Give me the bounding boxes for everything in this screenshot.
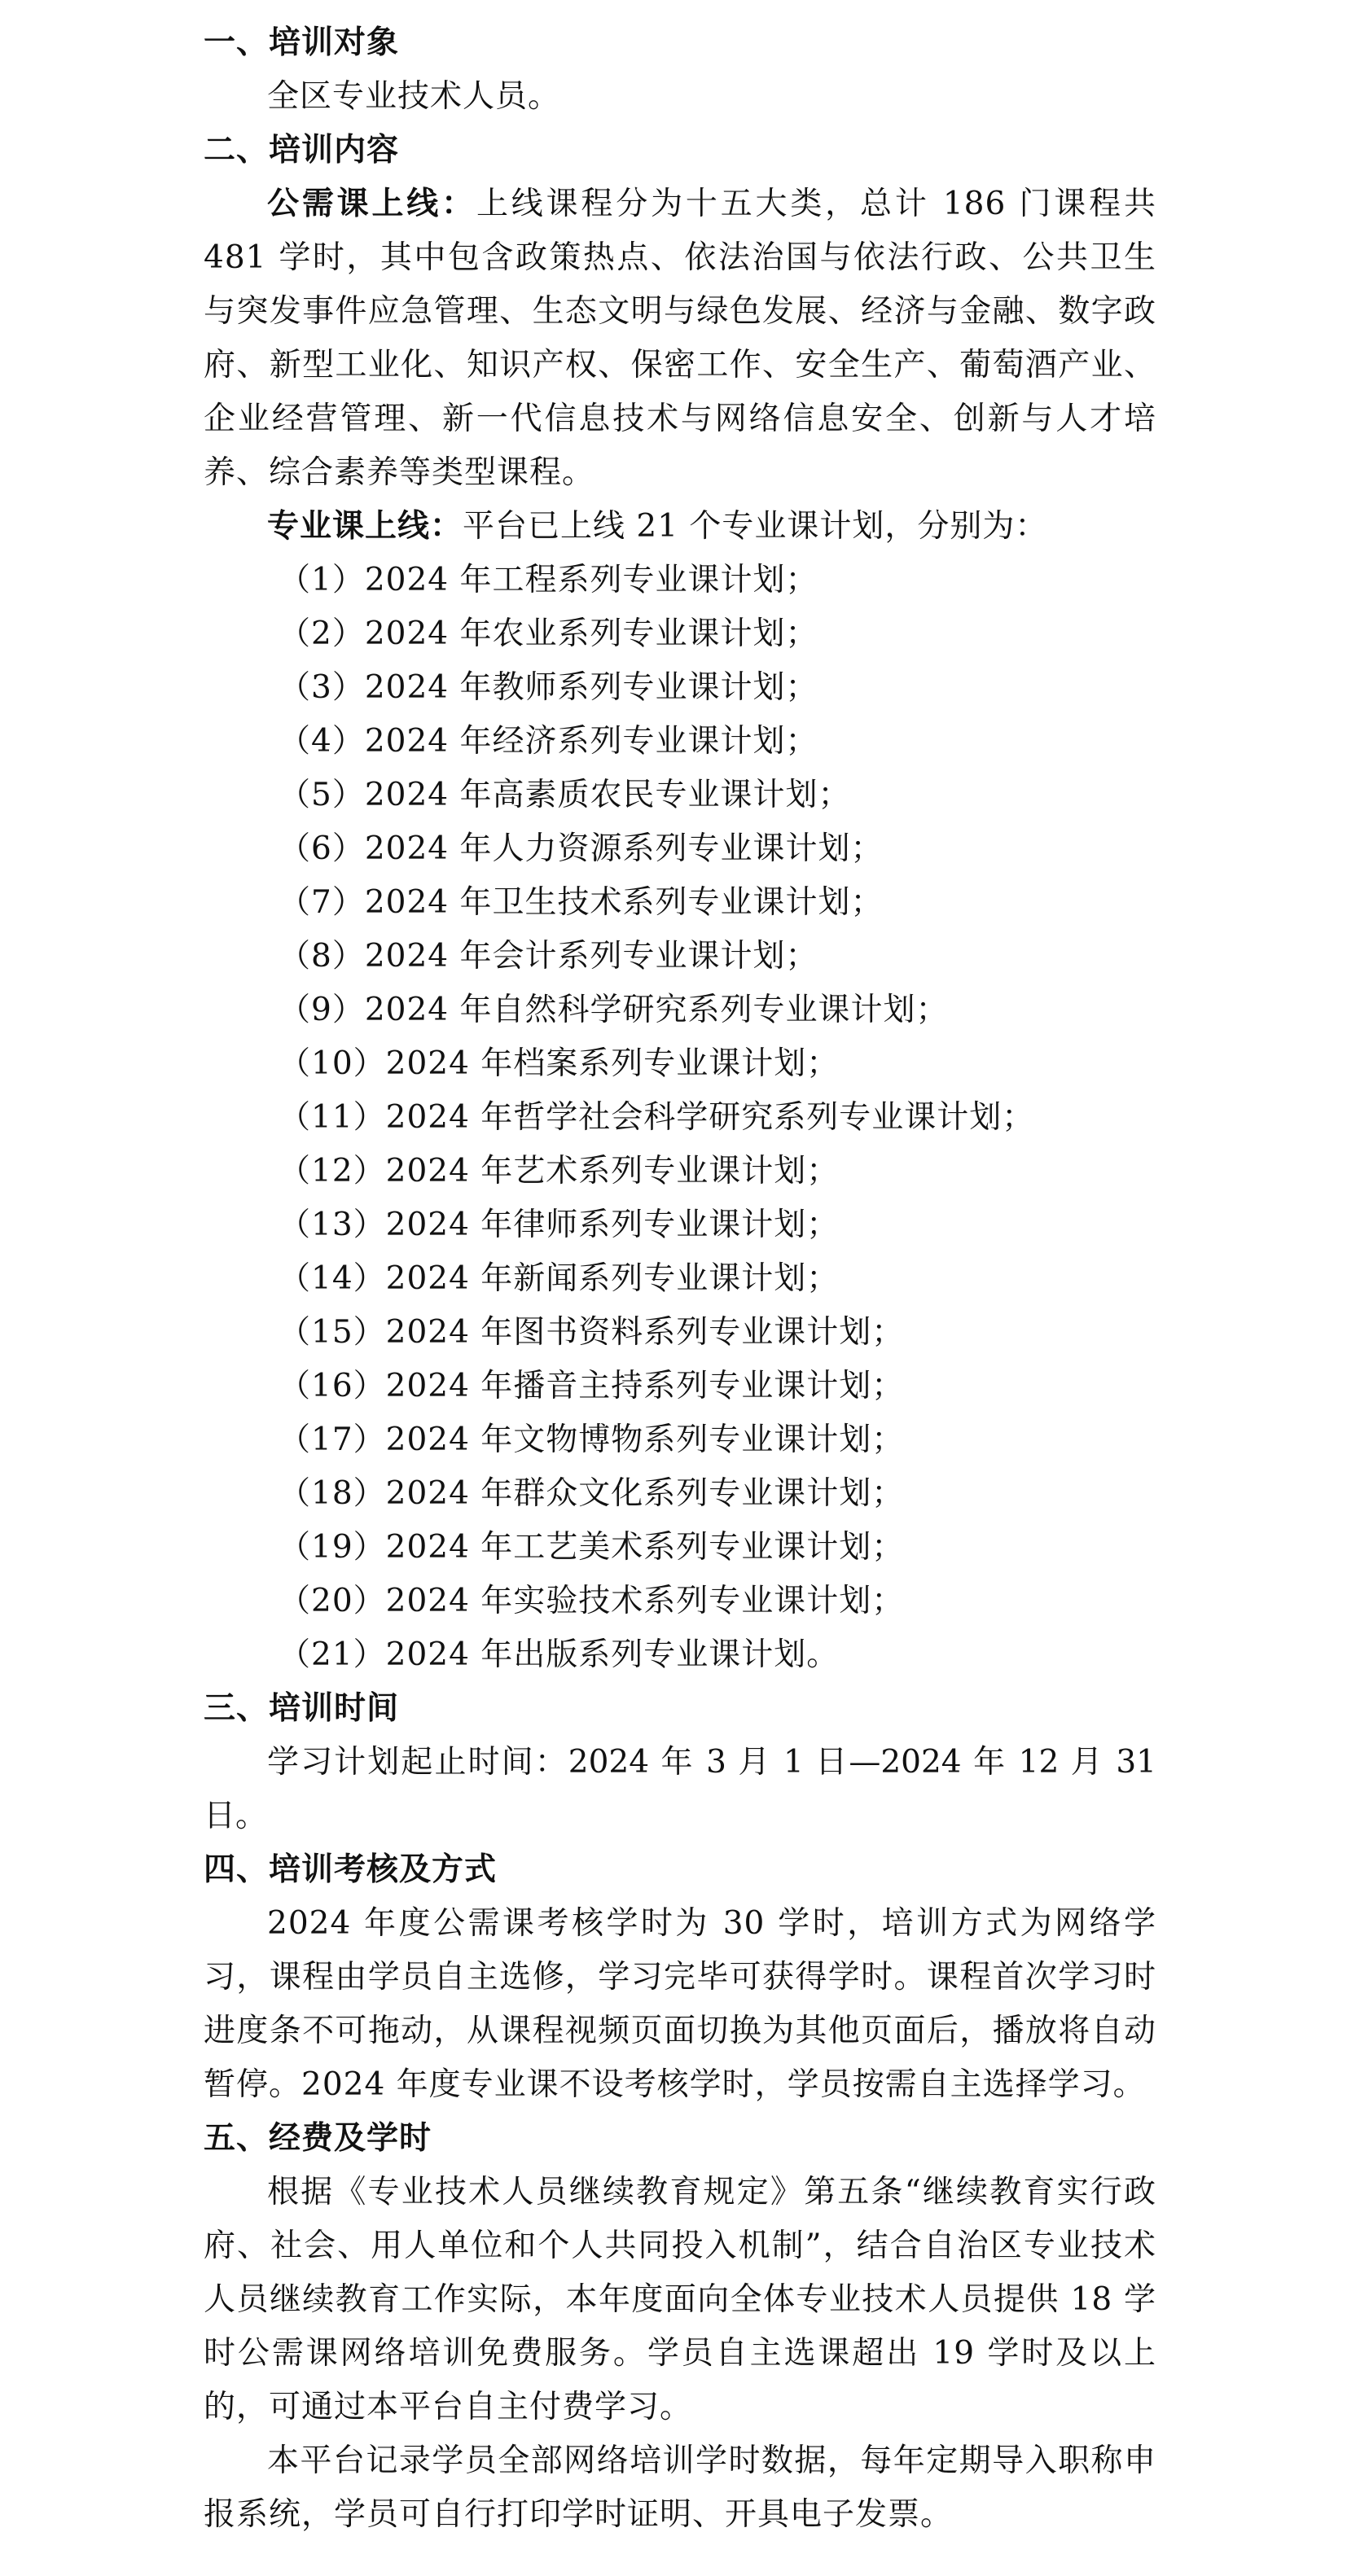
public-course-paragraph: [204, 177, 1156, 500]
section-funding-text-2: 本平台记录学员全部网络培训学时数据，每年定期导入职称申报系统，学员可自行打印学时证明、开具电子发票。: [204, 2442, 1156, 2533]
list-item: （10）2024 年档案系列专业课计划；: [279, 1045, 840, 1082]
list-item: （13）2024 年律师系列专业课计划；: [279, 1207, 840, 1243]
list-item: （1）2024 年工程系列专业课计划；: [279, 562, 818, 598]
document-page: [204, 16, 1156, 2542]
section-heading-target: 一、培训对象: [204, 24, 400, 61]
list-item: （12）2024 年艺术系列专业课计划；: [279, 1153, 840, 1189]
list-item: （17）2024 年文物博物系列专业课计划；: [279, 1422, 905, 1458]
public-course-text: 上线课程分为十五大类，总计 186 门课程共 481 学时，其中包含政策热点、依法治国与依法行政、公共卫生与突发事件应急管理、生态文明与绿色发展、经济与金融、数字政府、新型工业化、知识产权、保密工作、安全生产、葡萄酒产业、企业经营管理、新一代信息技术与网络信息安全、创新与人才培养、综合素养等类型课程。: [204, 186, 1156, 491]
section-funding-text: 根据《专业技术人员继续教育规定》第五条“继续教育实行政府、社会、用人单位和个人共同投入机制”，结合自治区专业技术人员继续教育工作实际，本年度面向全体专业技术人员提供 18 学时公需课网络培训免费服务。学员自主选课超出 19 学时及以上的，可通过本平台自主付费学习。: [204, 2174, 1156, 2425]
list-item: （15）2024 年图书资料系列专业课计划；: [279, 1314, 905, 1351]
course-plan-list: [204, 554, 1156, 1682]
list-item: （16）2024 年播音主持系列专业课计划；: [279, 1368, 905, 1404]
professional-course-text: 平台已上线 21 个专业课计划，分别为：: [463, 508, 1048, 545]
section-heading-assessment: 四、培训考核及方式: [204, 1851, 498, 1888]
list-item: （14）2024 年新闻系列专业课计划；: [279, 1260, 840, 1297]
list-item: （4）2024 年经济系列专业课计划；: [279, 723, 818, 760]
list-item: （19）2024 年工艺美术系列专业课计划；: [279, 1529, 905, 1566]
list-item: （11）2024 年哲学社会科学研究系列专业课计划；: [279, 1099, 1035, 1136]
section-assessment-text: 2024 年度公需课考核学时为 30 学时，培训方式为网络学习，课程由学员自主选修，学习完毕可获得学时。课程首次学习时进度条不可拖动，从课程视频页面切换为其他页面后，播放将自动暂停。2024 年度专业课不设考核学时，学员按需自主选择学习。: [204, 1905, 1156, 2103]
list-item: （20）2024 年实验技术系列专业课计划；: [279, 1583, 905, 1619]
list-item: （18）2024 年群众文化系列专业课计划；: [279, 1475, 905, 1512]
list-item: （9）2024 年自然科学研究系列专业课计划；: [279, 992, 949, 1028]
list-item: （8）2024 年会计系列专业课计划；: [279, 938, 818, 975]
section-heading-funding: 五、经费及学时: [204, 2120, 432, 2157]
section-heading-content: 二、培训内容: [204, 132, 400, 169]
list-item: （5）2024 年高素质农民专业课计划；: [279, 777, 851, 813]
section-heading-time: 三、培训时间: [204, 1690, 400, 1727]
list-item: （3）2024 年教师系列专业课计划；: [279, 669, 818, 706]
professional-course-lead: 专业课上线：: [267, 508, 463, 545]
list-item: （21）2024 年出版系列专业课计划。: [279, 1636, 840, 1673]
list-item: （6）2024 年人力资源系列专业课计划；: [279, 830, 884, 867]
public-course-lead: 公需课上线：: [267, 186, 476, 222]
list-item: （2）2024 年农业系列专业课计划；: [279, 616, 818, 652]
list-item: （7）2024 年卫生技术系列专业课计划；: [279, 884, 884, 921]
section-time-text: 学习计划起止时间：2024 年 3 月 1 日—2024 年 12 月 31 日。: [204, 1744, 1156, 1834]
section-target-text: 全区专业技术人员。: [267, 78, 561, 115]
professional-course-paragraph: [204, 500, 1156, 554]
